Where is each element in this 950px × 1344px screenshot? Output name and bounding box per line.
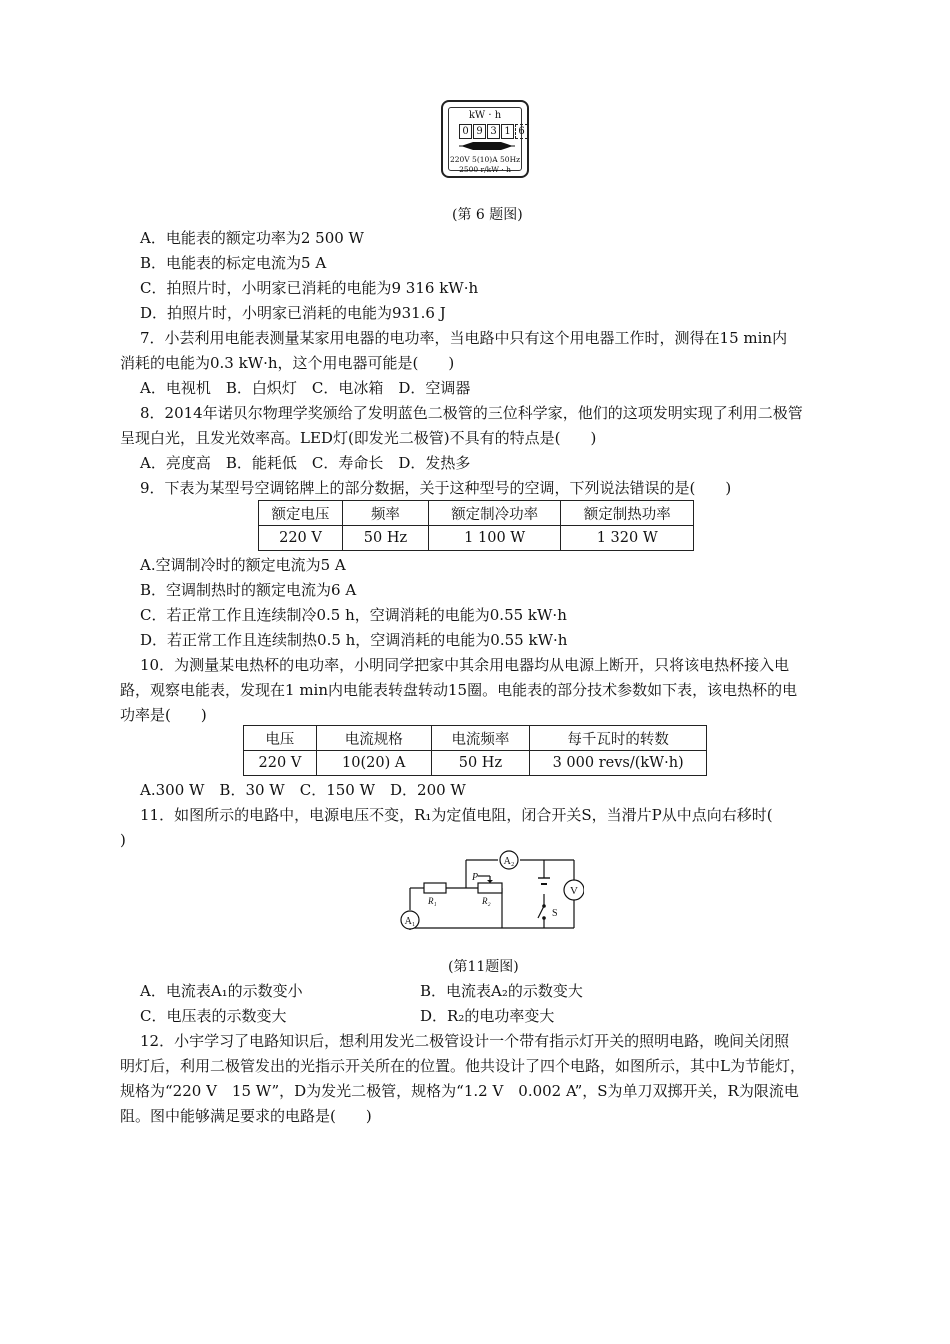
resistor-r1 (424, 883, 446, 893)
q9-option-a: A.空调制冷时的额定电流为5 A (140, 556, 346, 574)
q11-option-a: A．电流表A₁的示数变小 (140, 982, 303, 1000)
electric-meter-figure (441, 100, 529, 178)
table-header-cell: 电流规格 (316, 726, 431, 751)
table-header-cell: 额定电压 (259, 501, 343, 526)
q9-option-b: B．空调制热时的额定电流为6 A (140, 581, 357, 599)
meter-digit: 3 (487, 124, 500, 139)
q9-nameplate-table (258, 500, 694, 551)
q6-option-c: C．拍照片时，小明家已消耗的电能为9 316 kW·h (140, 279, 479, 297)
meter-face (448, 107, 525, 174)
table-header-row (244, 726, 707, 751)
table-header-cell: 额定制热功率 (561, 501, 694, 526)
label-a2: A₂ (503, 856, 515, 867)
q8-options: A．亮度高 B．能耗低 C．寿命长 D．发热多 (140, 454, 471, 472)
q7-stem-line2: 消耗的电能为0.3 kW·h，这个用电器可能是( ) (120, 354, 455, 372)
q10-options: A.300 W B．30 W C．150 W D．200 W (140, 781, 466, 799)
q7-options: A．电视机 B．白炽灯 C．电冰箱 D．空调器 (140, 379, 471, 397)
table-cell: 50 Hz (342, 526, 428, 551)
table-cell: 3 000 revs/(kW·h) (530, 751, 707, 776)
q10-stem-line1: 10．为测量某电热杯的电功率，小明同学把家中其余用电器均从电源上断开，只将该电热杯接入电 (140, 656, 790, 674)
table-header-cell: 每千瓦时的转数 (530, 726, 707, 751)
q8-stem-line2: 呈现白光，且发光效率高。LED灯(即发光二极管)不具有的特点是( ) (120, 429, 597, 447)
label-v: V (570, 885, 578, 897)
table-cell: 10(20) A (316, 751, 431, 776)
q11-stem-line2: ) (120, 831, 126, 849)
q8-stem-line1: 8．2014年诺贝尔物理学奖颁给了发明蓝色二极管的三位科学家，他们的这项发明实现了利用二极管 (140, 404, 803, 422)
q12-stem-line1: 12．小宇学习了电路知识后，想利用发光二极管设计一个带有指示灯开关的照明电路，晚间关闭照 (140, 1032, 790, 1050)
table-header-cell: 电流频率 (431, 726, 530, 751)
q12-stem-line2: 明灯后，利用二极管发出的光指示开关所在的位置。他共设计了四个电路，如图所示，其中L为节能灯， (120, 1057, 805, 1075)
q11-circuit-diagram (398, 848, 584, 934)
q11-stem-line1: 11．如图所示的电路中，电源电压不变，R₁为定值电阻，闭合开关S，当滑片P从中点向右移时( (140, 806, 773, 824)
fig11-caption: (第11题图) (448, 959, 519, 975)
table-cell: 50 Hz (431, 751, 530, 776)
table-row (259, 526, 694, 551)
q6-option-d: D．拍照片时，小明家已消耗的电能为931.6 J (140, 304, 446, 322)
label-s: S (552, 908, 558, 919)
q11-option-d: D．R₂的电功率变大 (420, 1007, 555, 1025)
q7-stem-line1: 7．小芸利用电能表测量某家用电器的电功率，当电路中只有这个用电器工作时，测得在15 min内 (140, 329, 788, 347)
table-cell: 1 320 W (561, 526, 694, 551)
meter-digit-decimal: 6 (515, 124, 528, 139)
q10-stem-line2: 路，观察电能表，发现在1 min内电能表转盘转动15圈。电能表的部分技术参数如下表，该电热杯的电 (120, 681, 798, 699)
meter-unit: kW · h (468, 110, 502, 121)
label-r2: R₂ (482, 896, 491, 906)
table-cell: 220 V (259, 526, 343, 551)
table-cell: 1 100 W (428, 526, 561, 551)
meter-digit: 9 (473, 124, 486, 139)
label-r1: R₁ (428, 896, 437, 906)
q9-option-c: C．若正常工作且连续制冷0.5 h，空调消耗的电能为0.55 kW·h (140, 606, 567, 624)
q9-stem: 9．下表为某型号空调铭牌上的部分数据，关于这种型号的空调，下列说法错误的是( ) (140, 479, 732, 497)
fig6-caption: (第 6 题图) (452, 207, 523, 223)
table-header-cell: 频率 (342, 501, 428, 526)
q6-option-b: B．电能表的标定电流为5 A (140, 254, 327, 272)
q12-stem-line3: 规格为“220 V 15 W”，D为发光二极管，规格为“1.2 V 0.002 A”，S为单刀双掷开关，R为限流电 (120, 1082, 799, 1100)
q12-stem-line4: 阻。图中能够满足要求的电路是( ) (120, 1107, 372, 1125)
q10-stem-line3: 功率是( ) (120, 706, 207, 724)
meter-spec-rating: 220V 5(10)A 50Hz (449, 155, 521, 164)
meter-spec-revs: 2500 r/kW · h (459, 165, 511, 174)
meter-digit: 1 (501, 124, 514, 139)
q9-option-d: D．若正常工作且连续制热0.5 h，空调消耗的电能为0.55 kW·h (140, 631, 568, 649)
q11-option-b: B．电流表A₂的示数变大 (420, 982, 583, 1000)
q6-option-a: A．电能表的额定功率为2 500 W (140, 229, 364, 247)
label-p: P (472, 872, 479, 883)
meter-digits (459, 124, 529, 139)
q10-meter-table (243, 725, 707, 776)
label-a1: A₁ (404, 916, 416, 927)
table-row (244, 751, 707, 776)
table-header-cell: 额定制冷功率 (428, 501, 561, 526)
table-header-row (259, 501, 694, 526)
table-header-cell: 电压 (244, 726, 317, 751)
meter-disc-icon (459, 141, 515, 151)
meter-digit: 0 (459, 124, 472, 139)
table-cell: 220 V (244, 751, 317, 776)
rheostat-r2 (478, 883, 502, 893)
q11-option-c: C．电压表的示数变大 (140, 1007, 287, 1025)
